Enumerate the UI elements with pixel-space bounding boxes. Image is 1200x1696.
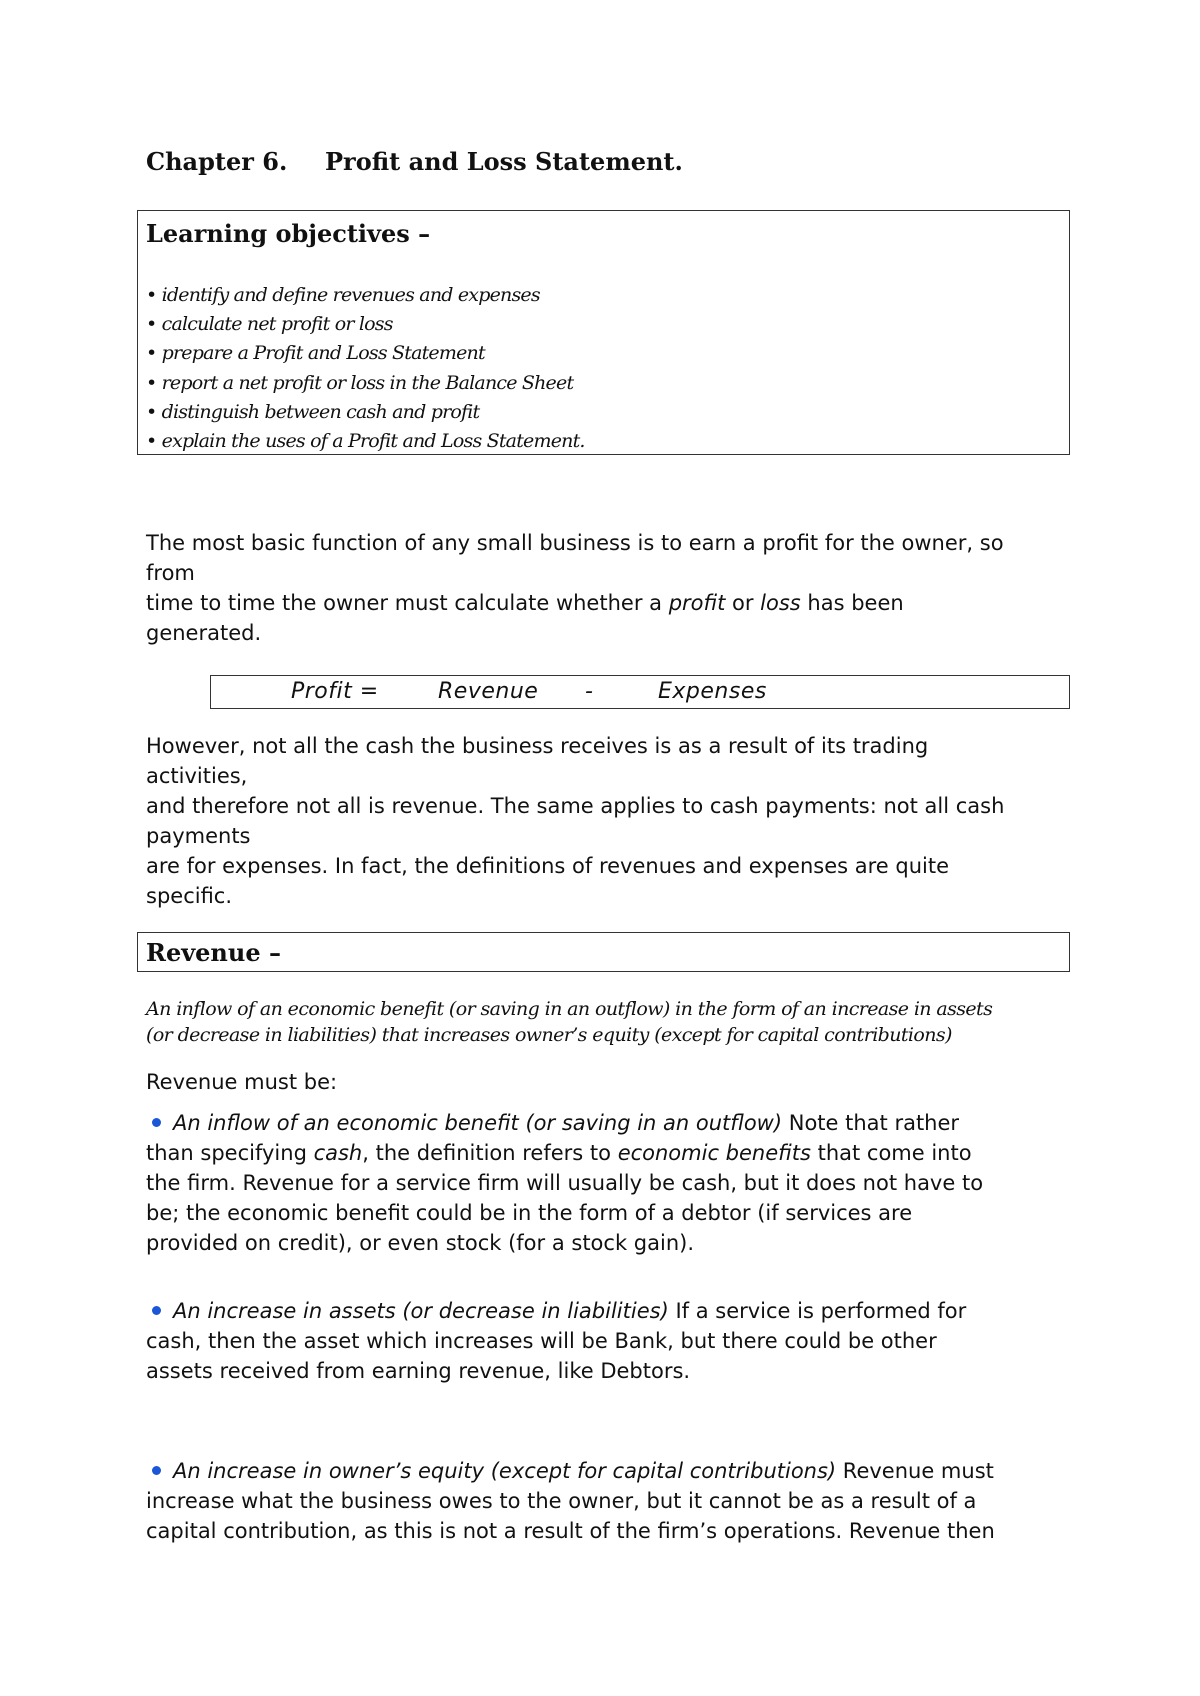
chapter-number: Chapter 6. — [146, 147, 288, 176]
cash-paragraph — [146, 731, 1004, 911]
intro-paragraph — [146, 528, 1004, 648]
objective-item: • prepare a Profit and Loss Statement — [146, 342, 485, 365]
objective-item: • calculate net profit or loss — [146, 313, 393, 336]
text-line: An inflow of an economic benefit (or saving in an outflow) in the form of an increase in assets — [146, 998, 993, 1020]
text-line — [146, 588, 1004, 618]
text-line: the firm. Revenue for a service firm will usually be cash, but it does not have to — [146, 1171, 984, 1195]
revenue-criterion-3 — [146, 1456, 995, 1546]
profit-formula-box — [210, 675, 1070, 709]
bullet-dot-icon — [152, 1306, 161, 1315]
text-line: from — [146, 561, 195, 585]
text-span: If a service is performed for — [668, 1299, 967, 1323]
revenue-heading-box — [137, 932, 1070, 972]
text-span: or — [725, 591, 761, 615]
text-line — [146, 1296, 966, 1326]
objective-item: • identify and define revenues and expenses — [146, 284, 540, 306]
learning-objectives-list — [146, 281, 585, 456]
text-line: are for expenses. In fact, the definitions of revenues and expenses are quite — [146, 854, 950, 878]
text-line — [146, 1138, 983, 1168]
text-line — [146, 1456, 995, 1486]
text-span: Revenue must — [836, 1459, 994, 1483]
text-span: Note that rather — [782, 1111, 960, 1135]
revenue-criterion-1 — [146, 1108, 983, 1258]
revenue-must-be-label: Revenue must be: — [146, 1070, 338, 1094]
text-line: and therefore not all is revenue. The same applies to cash payments: not all cash — [146, 794, 1005, 818]
text-span: than specifying — [146, 1141, 314, 1165]
bullet-dot-icon — [152, 1466, 161, 1475]
criterion-emphasis: An increase in owner’s equity (except for capital contributions) — [173, 1459, 837, 1483]
revenue-criterion-2 — [146, 1296, 966, 1386]
text-line: The most basic function of any small business is to earn a profit for the owner, so — [146, 531, 1004, 555]
formula-revenue: Revenue — [438, 679, 539, 704]
learning-objectives-box — [137, 210, 1070, 455]
emphasis-loss: loss — [760, 591, 801, 615]
text-line: capital contribution, as this is not a result of the firm’s operations. Revenue then — [146, 1519, 995, 1543]
criterion-emphasis: An increase in assets (or decrease in liabilities) — [173, 1299, 669, 1323]
formula-expenses: Expenses — [658, 679, 767, 704]
text-line: assets received from earning revenue, like Debtors. — [146, 1359, 691, 1383]
text-line: provided on credit), or even stock (for a stock gain). — [146, 1231, 694, 1255]
revenue-definition — [146, 996, 992, 1048]
bullet-dot-icon — [152, 1118, 161, 1127]
text-span: that come into — [810, 1141, 972, 1165]
objective-item: • explain the uses of a Profit and Loss Statement. — [146, 430, 585, 453]
text-span: has been — [800, 591, 904, 615]
formula-lhs: Profit = — [291, 679, 379, 704]
text-line: activities, — [146, 764, 248, 788]
text-line: be; the economic benefit could be in the form of a debtor (if services are — [146, 1201, 913, 1225]
revenue-title: Revenue – — [146, 938, 281, 967]
text-line: specific. — [146, 884, 233, 908]
learning-objectives-title: Learning objectives – — [146, 219, 431, 248]
chapter-title: Profit and Loss Statement. — [325, 147, 683, 176]
text-line: generated. — [146, 621, 262, 645]
emphasis-cash: cash — [313, 1141, 363, 1165]
objective-item: • distinguish between cash and profit — [146, 400, 480, 423]
criterion-emphasis: An inflow of an economic benefit (or saving in an outflow) — [173, 1111, 783, 1135]
text-line: payments — [146, 824, 251, 848]
emphasis-economic-benefits: economic benefits — [617, 1141, 811, 1165]
emphasis-profit: profit — [668, 591, 726, 615]
objective-item: • report a net profit or loss in the Balance Sheet — [146, 371, 574, 394]
text-line: However, not all the cash the business receives is as a result of its trading — [146, 734, 929, 758]
text-line: (or decrease in liabilities) that increases owner’s equity (except for capital contributions) — [146, 1024, 952, 1046]
text-span: , the definition refers to — [362, 1141, 618, 1165]
text-line — [146, 1108, 983, 1138]
text-span: time to time the owner must calculate whether a — [146, 591, 669, 615]
text-line: increase what the business owes to the owner, but it cannot be as a result of a — [146, 1489, 977, 1513]
chapter-heading — [146, 147, 683, 176]
text-line: cash, then the asset which increases will be Bank, but there could be other — [146, 1329, 937, 1353]
formula-minus: - — [585, 679, 594, 704]
